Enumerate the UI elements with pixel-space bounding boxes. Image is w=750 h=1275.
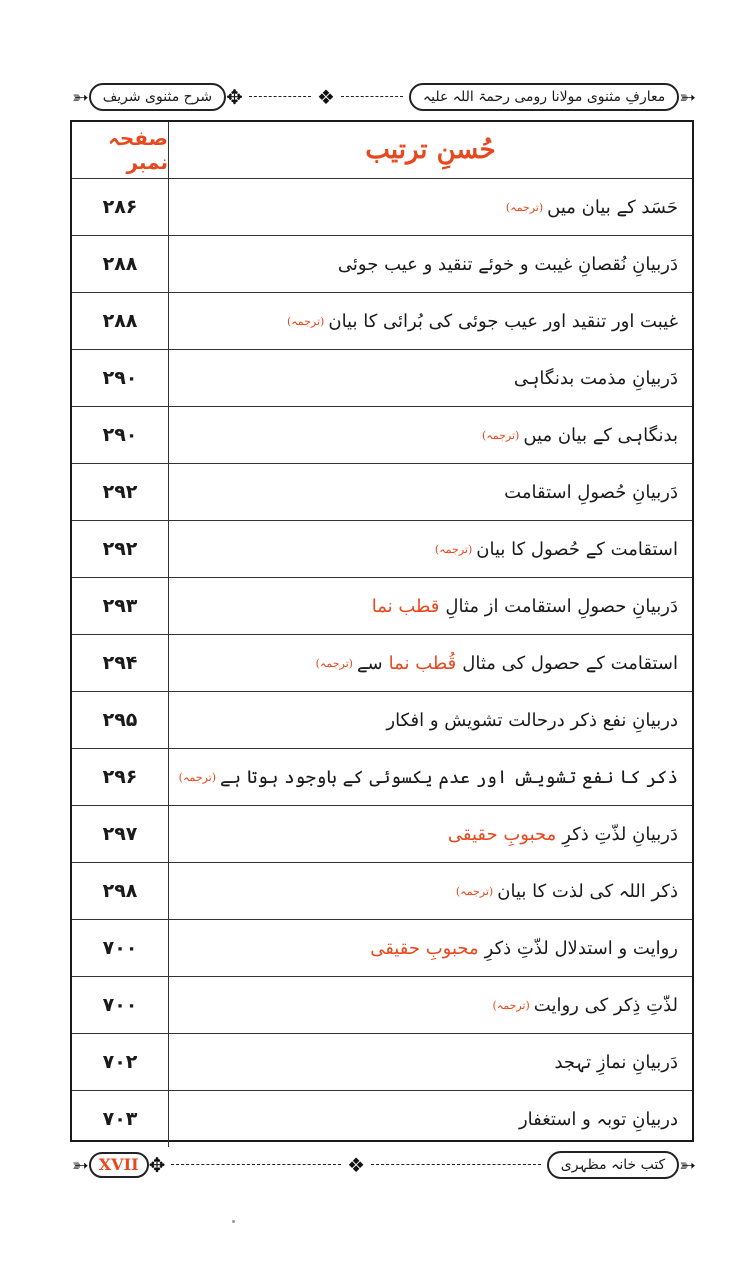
- page-number: ۲۸۸: [72, 236, 169, 292]
- book-title-pill: معارفِ مثنوی مولانا رومی رحمۃ اللہ علیہ: [409, 83, 679, 111]
- contents-row: [72, 464, 692, 521]
- entry-title: [169, 692, 692, 748]
- page-number: ۲۹۶: [72, 749, 169, 805]
- highlighted-phrase: محبوبِ حقیقی: [370, 937, 479, 959]
- page-number: ۲۹۳: [72, 578, 169, 634]
- scroll-ornament-icon: ✥: [148, 1153, 166, 1177]
- page-number: ۲۸۶: [72, 179, 169, 235]
- entry-text: ذکر اللہ کی لذت کا بیان: [497, 880, 678, 902]
- left-arrow-ornament-icon: ➳: [72, 85, 89, 109]
- entry-title: [169, 293, 692, 349]
- entry-text: استقامت کے حُصول کا بیان: [476, 538, 678, 560]
- left-arrow-ornament-icon: ➳: [72, 1153, 89, 1177]
- contents-table: [70, 120, 694, 1142]
- entry-title: [169, 977, 692, 1033]
- page-number: ۲۹۷: [72, 806, 169, 862]
- page-number: ۲۹۰: [72, 407, 169, 463]
- translation-tag: (ترجمہ): [315, 656, 353, 670]
- entry-text: بدنگاہی کے بیان میں: [523, 424, 678, 446]
- page-number-pill: XVII: [89, 1152, 149, 1178]
- entry-tail: سے: [356, 652, 383, 674]
- contents-row: [72, 407, 692, 464]
- translation-tag: (ترجمہ): [482, 428, 520, 442]
- contents-row: [72, 179, 692, 236]
- entry-text: حَسَد کے بیان میں: [547, 196, 678, 218]
- publisher-pill: کتب خانہ مظہری: [547, 1151, 679, 1179]
- contents-title: حُسنِ ترتیب: [365, 135, 496, 165]
- entry-text: دَربیانِ حصولِ استقامت از مثالِ: [445, 595, 678, 617]
- header-divider-line: [249, 96, 311, 99]
- translation-tag: (ترجمہ): [287, 314, 325, 328]
- entry-text: دَربیانِ حُصولِ استقامت: [504, 481, 678, 503]
- running-footer: [72, 1146, 696, 1184]
- entry-text: ذکر کا نفع تشویش اور عدم یکسوئی کے باوجود ہوتا ہے: [220, 766, 678, 788]
- entry-title: [169, 578, 692, 634]
- contents-row: [72, 635, 692, 692]
- entry-text: دَربیانِ نُقصانِ غیبت و خوئے تنقید و عیب جوئی: [337, 253, 678, 275]
- page-number: ۲۹۸: [72, 863, 169, 919]
- contents-row: [72, 521, 692, 578]
- entry-text: دَربیانِ نمازِ تہجد: [554, 1051, 678, 1073]
- right-arrow-ornament-icon: ➳: [679, 85, 696, 109]
- right-arrow-ornament-icon: ➳: [679, 1153, 696, 1177]
- entry-title: [169, 179, 692, 235]
- entry-text: دَربیانِ لذّتِ ذکرِ: [562, 823, 678, 845]
- entry-title: [169, 863, 692, 919]
- entry-text: غیبت اور تنقید اور عیب جوئی کی بُرائی کا بیان: [328, 310, 678, 332]
- center-ornament-icon: ❖: [347, 1153, 366, 1177]
- page-number: ۲۹۲: [72, 521, 169, 577]
- translation-tag: (ترجمہ): [178, 770, 216, 784]
- page-number: ۲۹۵: [72, 692, 169, 748]
- page-number: ۲۹۲: [72, 464, 169, 520]
- book-subtitle-pill: شرح مثنوی شریف: [89, 83, 226, 111]
- entry-title: [169, 464, 692, 520]
- entry-title: [169, 350, 692, 406]
- highlighted-phrase: محبوبِ حقیقی: [447, 823, 557, 845]
- table-header-row: [72, 122, 692, 179]
- contents-row: [72, 749, 692, 806]
- entry-text: لذّتِ ذِکر کی روایت: [533, 994, 678, 1016]
- page-number: ۷۰۰: [72, 920, 169, 976]
- translation-tag: (ترجمہ): [455, 884, 494, 898]
- highlighted-phrase: قطب نما: [371, 595, 440, 617]
- contents-row: [72, 350, 692, 407]
- page-number: ۲۹۰: [72, 350, 169, 406]
- contents-row: [72, 920, 692, 977]
- entry-text: دربیانِ نفع ذکر درحالت تشویش و افکار: [386, 709, 678, 731]
- entry-text: روایت و استدلال لذّتِ ذکرِ: [484, 937, 678, 959]
- entry-title: [169, 1091, 692, 1147]
- highlighted-phrase: قُطب نما: [388, 652, 457, 674]
- entry-title: [169, 407, 692, 463]
- contents-row: [72, 236, 692, 293]
- entry-title: [169, 806, 692, 862]
- contents-row: [72, 1091, 692, 1147]
- footer-divider-line: [171, 1164, 341, 1167]
- contents-row: [72, 578, 692, 635]
- page-number: ۲۹۴: [72, 635, 169, 691]
- entry-title: [169, 521, 692, 577]
- running-header: [72, 78, 696, 116]
- page-number: ۲۸۸: [72, 293, 169, 349]
- footer-divider-line: [371, 1164, 541, 1167]
- entry-text: دَربیانِ مذمت بدنگاہی: [513, 367, 678, 389]
- speck-mark: [232, 1220, 235, 1223]
- contents-row: [72, 293, 692, 350]
- entry-title: [169, 749, 692, 805]
- entry-title: [169, 635, 692, 691]
- translation-tag: (ترجمہ): [505, 200, 544, 214]
- contents-row: [72, 1034, 692, 1091]
- entry-text: استقامت کے حصول کی مثال: [462, 652, 678, 674]
- header-divider-line: [341, 96, 403, 99]
- page-number: ۷۰۲: [72, 1034, 169, 1090]
- contents-row: [72, 977, 692, 1034]
- contents-row: [72, 692, 692, 749]
- entry-title: [169, 1034, 692, 1090]
- translation-tag: (ترجمہ): [434, 542, 473, 556]
- page-number: ۷۰۳: [72, 1091, 169, 1147]
- entry-title: [169, 920, 692, 976]
- scroll-ornament-icon: ✥: [226, 85, 243, 109]
- page-number: ۷۰۰: [72, 977, 169, 1033]
- page-number-column-header: صفحہ نمبر: [72, 122, 169, 178]
- entry-title: [169, 236, 692, 292]
- entry-text: دربیانِ توبہ و استغفار: [518, 1108, 678, 1130]
- translation-tag: (ترجمہ): [492, 998, 530, 1012]
- center-ornament-icon: ❖: [316, 85, 335, 109]
- contents-row: [72, 806, 692, 863]
- contents-row: [72, 863, 692, 920]
